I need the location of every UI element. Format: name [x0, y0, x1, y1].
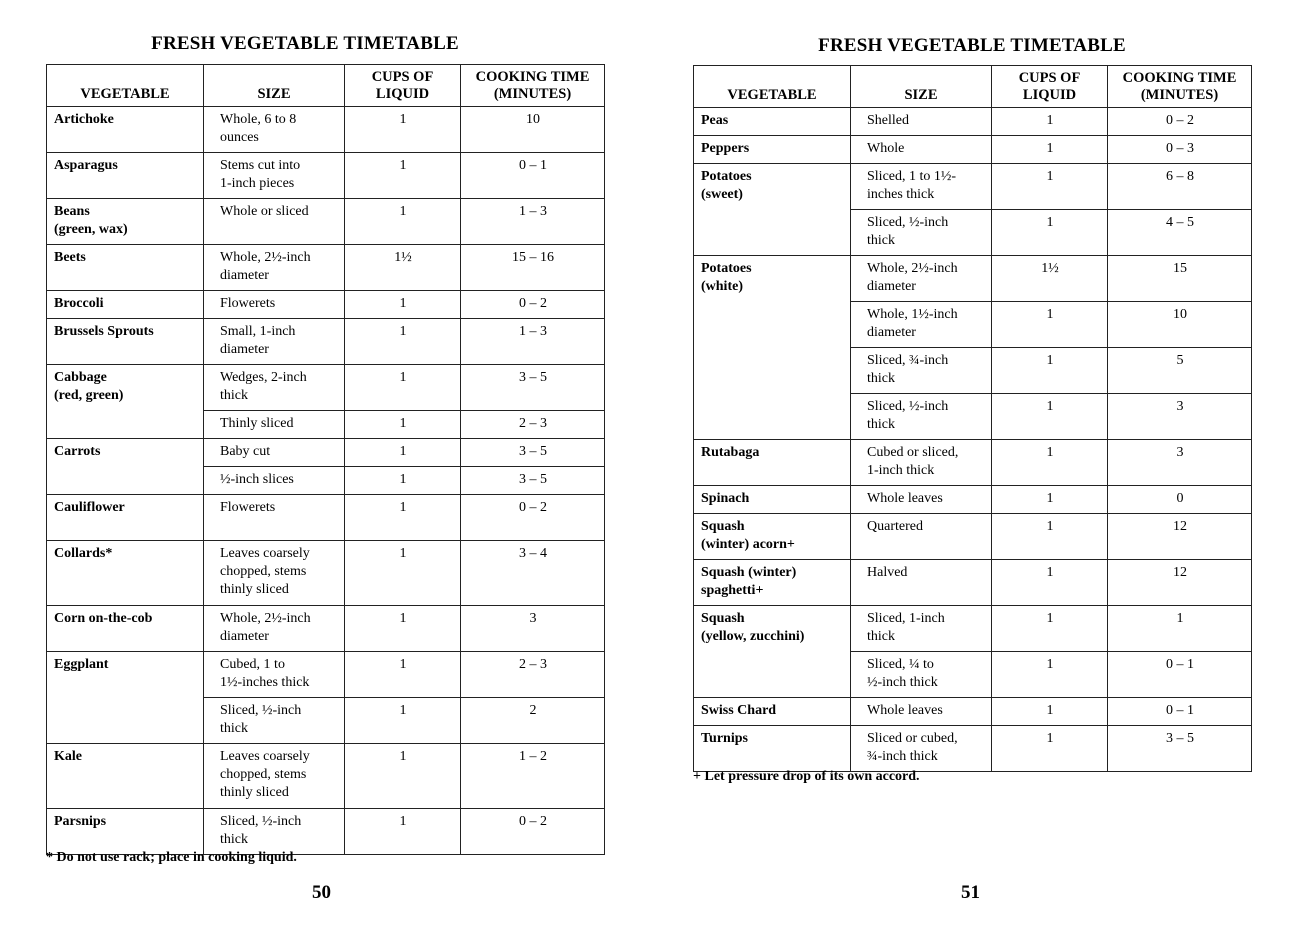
cooking-time-cell: 3 – 5	[461, 365, 605, 411]
table-row	[47, 606, 605, 652]
cooking-time-cell: 0 – 3	[1108, 136, 1252, 164]
header-size: SIZE	[204, 65, 345, 107]
table-row	[47, 153, 605, 199]
size-cell: Sliced, ½-inch thick	[204, 809, 345, 855]
cups-cell: 1	[992, 210, 1108, 256]
table-row	[47, 495, 605, 541]
cooking-time-cell: 6 – 8	[1108, 164, 1252, 210]
vegetable-cell: Brussels Sprouts	[47, 319, 204, 365]
size-cell: Whole	[851, 136, 992, 164]
cooking-time-cell: 3	[1108, 440, 1252, 486]
cooking-time-cell: 1 – 3	[461, 319, 605, 365]
cooking-time-cell: 3 – 4	[461, 541, 605, 606]
cooking-time-cell: 1 – 3	[461, 199, 605, 245]
size-cell: Baby cut	[204, 439, 345, 467]
header-cups-of-liquid: CUPS OF LIQUID	[345, 65, 461, 107]
table-row	[47, 319, 605, 365]
size-cell: Cubed or sliced, 1-inch thick	[851, 440, 992, 486]
table-row	[47, 439, 605, 467]
footnote: + Let pressure drop of its own accord.	[693, 769, 920, 784]
size-cell: ½-inch slices	[204, 467, 345, 495]
cups-cell: 1	[992, 652, 1108, 698]
cups-cell: 1	[345, 652, 461, 698]
cooking-time-cell: 5	[1108, 348, 1252, 394]
cooking-time-cell: 0 – 2	[461, 809, 605, 855]
table-row	[694, 726, 1252, 772]
cooking-time-cell: 0 – 1	[1108, 652, 1252, 698]
vegetable-cell: Spinach	[694, 486, 851, 514]
vegetable-cell: Rutabaga	[694, 440, 851, 486]
size-cell: Whole, 2½-inch diameter	[851, 256, 992, 302]
cooking-time-cell: 0 – 2	[461, 495, 605, 541]
size-cell: Sliced, 1-inch thick	[851, 606, 992, 652]
cups-cell: 1	[992, 302, 1108, 348]
size-cell: Whole, 6 to 8 ounces	[204, 107, 345, 153]
vegetable-cell: Squash (winter) spaghetti+	[694, 560, 851, 606]
table-row	[47, 652, 605, 698]
vegetable-cell: Turnips	[694, 726, 851, 772]
table-row	[47, 199, 605, 245]
vegetable-cell: Cauliflower	[47, 495, 204, 541]
header-cooking-time: COOKING TIME (MINUTES)	[461, 65, 605, 107]
size-cell: Whole leaves	[851, 698, 992, 726]
cups-cell: 1	[345, 319, 461, 365]
vegetable-cell: Squash (winter) acorn+	[694, 514, 851, 560]
cups-cell: 1	[992, 514, 1108, 560]
vegetable-cell: Cabbage (red, green)	[47, 365, 204, 439]
size-cell: Leaves coarsely chopped, stems thinly sliced	[204, 744, 345, 809]
vegetable-cell: Artichoke	[47, 107, 204, 153]
cups-cell: 1½	[992, 256, 1108, 302]
vegetable-cell: Broccoli	[47, 291, 204, 319]
cooking-time-cell: 0 – 1	[461, 153, 605, 199]
cooking-time-cell: 2 – 3	[461, 652, 605, 698]
size-cell: Sliced, 1 to 1½- inches thick	[851, 164, 992, 210]
size-cell: Whole, 1½-inch diameter	[851, 302, 992, 348]
header-cups-of-liquid: CUPS OF LIQUID	[992, 66, 1108, 108]
vegetable-cell: Beets	[47, 245, 204, 291]
cups-cell: 1½	[345, 245, 461, 291]
size-cell: Sliced, ¼ to ½-inch thick	[851, 652, 992, 698]
size-cell: Leaves coarsely chopped, stems thinly sliced	[204, 541, 345, 606]
page-title: FRESH VEGETABLE TIMETABLE	[151, 33, 459, 54]
vegetable-cell: Beans (green, wax)	[47, 199, 204, 245]
header-cooking-time: COOKING TIME (MINUTES)	[1108, 66, 1252, 108]
cooking-time-cell: 15	[1108, 256, 1252, 302]
vegetable-cell: Collards*	[47, 541, 204, 606]
vegetable-cell: Corn on-the-cob	[47, 606, 204, 652]
table-row	[694, 486, 1252, 514]
page-number: 51	[961, 882, 980, 903]
cups-cell: 1	[345, 495, 461, 541]
size-cell: Shelled	[851, 108, 992, 136]
vegetable-cell: Swiss Chard	[694, 698, 851, 726]
vegetable-cell: Parsnips	[47, 809, 204, 855]
vegetable-cell: Peppers	[694, 136, 851, 164]
cooking-time-cell: 3 – 5	[1108, 726, 1252, 772]
table-row	[47, 809, 605, 855]
cooking-time-cell: 2 – 3	[461, 411, 605, 439]
vegetable-cell: Peas	[694, 108, 851, 136]
table-row	[47, 365, 605, 411]
size-cell: Thinly sliced	[204, 411, 345, 439]
size-cell: Whole, 2½-inch diameter	[204, 245, 345, 291]
size-cell: Stems cut into 1-inch pieces	[204, 153, 345, 199]
size-cell: Sliced, ½-inch thick	[204, 698, 345, 744]
header-size: SIZE	[851, 66, 992, 108]
cups-cell: 1	[992, 698, 1108, 726]
cups-cell: 1	[345, 153, 461, 199]
cups-cell: 1	[992, 726, 1108, 772]
cups-cell: 1	[345, 365, 461, 411]
vegetable-table	[46, 64, 605, 855]
cooking-time-cell: 10	[1108, 302, 1252, 348]
size-cell: Cubed, 1 to 1½-inches thick	[204, 652, 345, 698]
size-cell: Sliced, ¾-inch thick	[851, 348, 992, 394]
cooking-time-cell: 1 – 2	[461, 744, 605, 809]
cups-cell: 1	[345, 439, 461, 467]
cups-cell: 1	[345, 809, 461, 855]
table-row	[694, 108, 1252, 136]
cooking-time-cell: 3 – 5	[461, 467, 605, 495]
table-row	[694, 136, 1252, 164]
cooking-time-cell: 0 – 1	[1108, 698, 1252, 726]
page-number: 50	[312, 882, 331, 903]
size-cell: Sliced or cubed, ¾-inch thick	[851, 726, 992, 772]
cups-cell: 1	[345, 606, 461, 652]
cooking-time-cell: 12	[1108, 560, 1252, 606]
size-cell: Small, 1-inch diameter	[204, 319, 345, 365]
table-row	[694, 440, 1252, 486]
vegetable-table	[693, 65, 1252, 772]
page-title: FRESH VEGETABLE TIMETABLE	[818, 35, 1126, 56]
header-vegetable: VEGETABLE	[694, 66, 851, 108]
vegetable-cell: Kale	[47, 744, 204, 809]
size-cell: Sliced, ½-inch thick	[851, 394, 992, 440]
cups-cell: 1	[992, 136, 1108, 164]
cups-cell: 1	[992, 164, 1108, 210]
cooking-time-cell: 3	[461, 606, 605, 652]
cups-cell: 1	[345, 744, 461, 809]
size-cell: Sliced, ½-inch thick	[851, 210, 992, 256]
cooking-time-cell: 15 – 16	[461, 245, 605, 291]
cups-cell: 1	[992, 394, 1108, 440]
vegetable-cell: Squash (yellow, zucchini)	[694, 606, 851, 698]
vegetable-cell: Eggplant	[47, 652, 204, 744]
cooking-time-cell: 0	[1108, 486, 1252, 514]
table-row	[47, 245, 605, 291]
cooking-time-cell: 3	[1108, 394, 1252, 440]
cups-cell: 1	[992, 348, 1108, 394]
size-cell: Quartered	[851, 514, 992, 560]
cooking-time-cell: 4 – 5	[1108, 210, 1252, 256]
cups-cell: 1	[992, 606, 1108, 652]
table-row	[694, 606, 1252, 652]
size-cell: Whole leaves	[851, 486, 992, 514]
cooking-time-cell: 0 – 2	[461, 291, 605, 319]
cups-cell: 1	[345, 107, 461, 153]
table-row	[694, 514, 1252, 560]
size-cell: Wedges, 2-inch thick	[204, 365, 345, 411]
vegetable-cell: Potatoes (white)	[694, 256, 851, 440]
cups-cell: 1	[992, 108, 1108, 136]
cooking-time-cell: 1	[1108, 606, 1252, 652]
header-vegetable: VEGETABLE	[47, 65, 204, 107]
size-cell: Flowerets	[204, 495, 345, 541]
cups-cell: 1	[345, 291, 461, 319]
cups-cell: 1	[992, 560, 1108, 606]
cups-cell: 1	[345, 541, 461, 606]
table-row	[694, 560, 1252, 606]
size-cell: Whole, 2½-inch diameter	[204, 606, 345, 652]
table-header-row	[694, 66, 1252, 108]
size-cell: Flowerets	[204, 291, 345, 319]
table-header-row	[47, 65, 605, 107]
table-row	[694, 698, 1252, 726]
cups-cell: 1	[345, 467, 461, 495]
cooking-time-cell: 12	[1108, 514, 1252, 560]
size-cell: Whole or sliced	[204, 199, 345, 245]
table-row	[47, 541, 605, 606]
cups-cell: 1	[345, 698, 461, 744]
table-row	[47, 107, 605, 153]
vegetable-cell: Carrots	[47, 439, 204, 495]
cups-cell: 1	[992, 440, 1108, 486]
table-row	[694, 256, 1252, 302]
cooking-time-cell: 10	[461, 107, 605, 153]
cooking-time-cell: 0 – 2	[1108, 108, 1252, 136]
cups-cell: 1	[345, 411, 461, 439]
footnote: * Do not use rack; place in cooking liquid.	[46, 850, 297, 865]
cooking-time-cell: 2	[461, 698, 605, 744]
size-cell: Halved	[851, 560, 992, 606]
cooking-time-cell: 3 – 5	[461, 439, 605, 467]
table-row	[47, 744, 605, 809]
vegetable-cell: Potatoes (sweet)	[694, 164, 851, 256]
vegetable-cell: Asparagus	[47, 153, 204, 199]
cups-cell: 1	[345, 199, 461, 245]
table-row	[694, 164, 1252, 210]
cups-cell: 1	[992, 486, 1108, 514]
table-row	[47, 291, 605, 319]
